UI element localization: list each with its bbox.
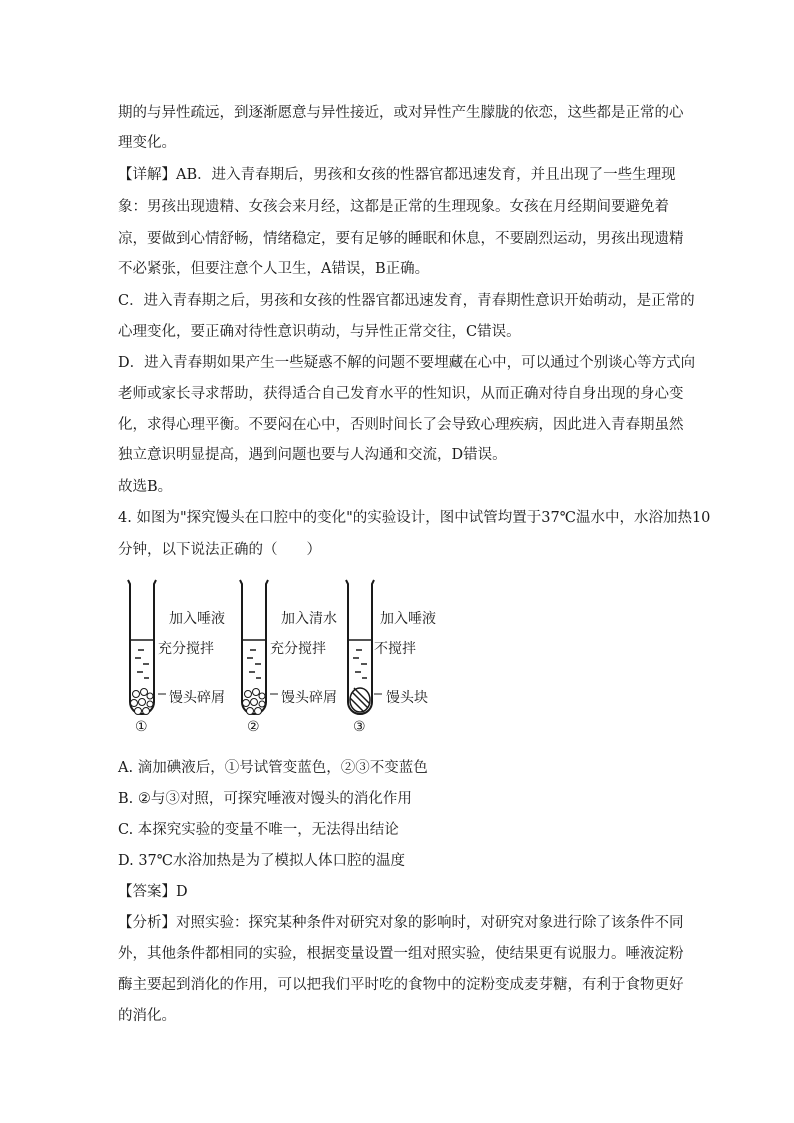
paragraph-line: 老师或家长寻求帮助，获得适合自己发育水平的性知识，从而正确对待自身出现的身心变 xyxy=(118,386,684,402)
tube-1-bottom-label: 馒头碎屑 xyxy=(169,690,225,706)
paragraph-line: 【详解】AB．进入青春期后，男孩和女孩的性器官都迅速发育，并且出现了一些生理现 xyxy=(118,167,676,183)
option-d: D. 37℃水浴加热是为了模拟人体口腔的温度 xyxy=(118,853,405,869)
tube-1-number: ① xyxy=(135,719,148,735)
analysis-line: 酶主要起到消化的作用，可以把我们平时吃的食物中的淀粉变成麦芽糖，有利于食物更好 xyxy=(118,977,684,993)
option-a: A. 滴加碘液后，①号试管变蓝色，②③不变蓝色 xyxy=(118,760,428,776)
paragraph-line: C．进入青春期之后，男孩和女孩的性器官都迅速发育，青春期性意识开始萌动，是正常的 xyxy=(118,293,695,309)
paragraph-line: 理变化。 xyxy=(118,135,176,151)
option-b: B. ②与③对照，可探究唾液对馒头的消化作用 xyxy=(118,791,412,807)
paragraph-line: 故选B。 xyxy=(118,479,173,495)
paragraph-line: 独立意识明显提高，遇到问题也要与人沟通和交流，D错误。 xyxy=(118,447,507,463)
experiment-figure xyxy=(118,572,458,740)
paragraph-line: 凉，要做到心情舒畅，情绪稳定，要有足够的睡眠和休息，不要剧烈运动，男孩出现遗精 xyxy=(118,231,684,247)
test-tube-3 xyxy=(346,580,436,735)
tube-1-mid-label: 充分搅拌 xyxy=(158,641,214,657)
tube-3-top-label: 加入唾液 xyxy=(380,611,436,627)
tube-3-number: ③ xyxy=(353,719,366,735)
answer-line: 【答案】D xyxy=(118,884,188,900)
analysis-line: 【分析】对照实验：探究某种条件对研究对象的影响时，对研究对象进行除了该条件不同 xyxy=(118,915,684,931)
option-c: C. 本探究实验的变量不唯一，无法得出结论 xyxy=(118,822,399,838)
question-stem: 分钟，以下说法正确的（ ） xyxy=(118,542,321,558)
tube-2-mid-label: 充分搅拌 xyxy=(270,641,326,657)
tube-3-mid-label: 不搅拌 xyxy=(374,641,416,657)
analysis-line: 外，其他条件都相同的实验，根据变量设置一组对照实验，使结果更有说服力。唾液淀粉 xyxy=(118,946,684,962)
test-tube-1 xyxy=(128,580,225,735)
paragraph-line: 象：男孩出现遗精、女孩会来月经，这都是正常的生理现象。女孩在月经期间要避免着 xyxy=(118,199,669,215)
tube-2-top-label: 加入清水 xyxy=(281,611,337,627)
test-tube-2 xyxy=(240,580,337,735)
bread-block-icon xyxy=(350,688,370,712)
tube-2-number: ② xyxy=(247,719,260,735)
analysis-line: 的消化。 xyxy=(118,1008,176,1024)
paragraph-line: 心理变化，要正确对待性意识萌动，与异性正常交往，C错误。 xyxy=(118,324,521,340)
paragraph-line: D．进入青春期如果产生一些疑惑不解的问题不要埋藏在心中，可以通过个别谈心等方式向 xyxy=(118,355,696,371)
paragraph-line: 化，求得心理平衡。不要闷在心中，否则时间长了会导致心理疾病，因此进入青春期虽然 xyxy=(118,417,684,433)
question-stem: 4. 如图为"探究馒头在口腔中的变化"的实验设计，图中试管均置于37℃温水中，水浴加热10 xyxy=(118,510,711,526)
tube-3-bottom-label: 馒头块 xyxy=(386,690,428,706)
paragraph-line: 不必紧张，但要注意个人卫生，A错误，B正确。 xyxy=(118,261,430,277)
tube-1-top-label: 加入唾液 xyxy=(169,611,225,627)
tube-2-bottom-label: 馒头碎屑 xyxy=(281,690,337,706)
paragraph-line: 期的与异性疏远，到逐渐愿意与异性接近，或对异性产生朦胧的依恋，这些都是正常的心 xyxy=(118,105,684,121)
